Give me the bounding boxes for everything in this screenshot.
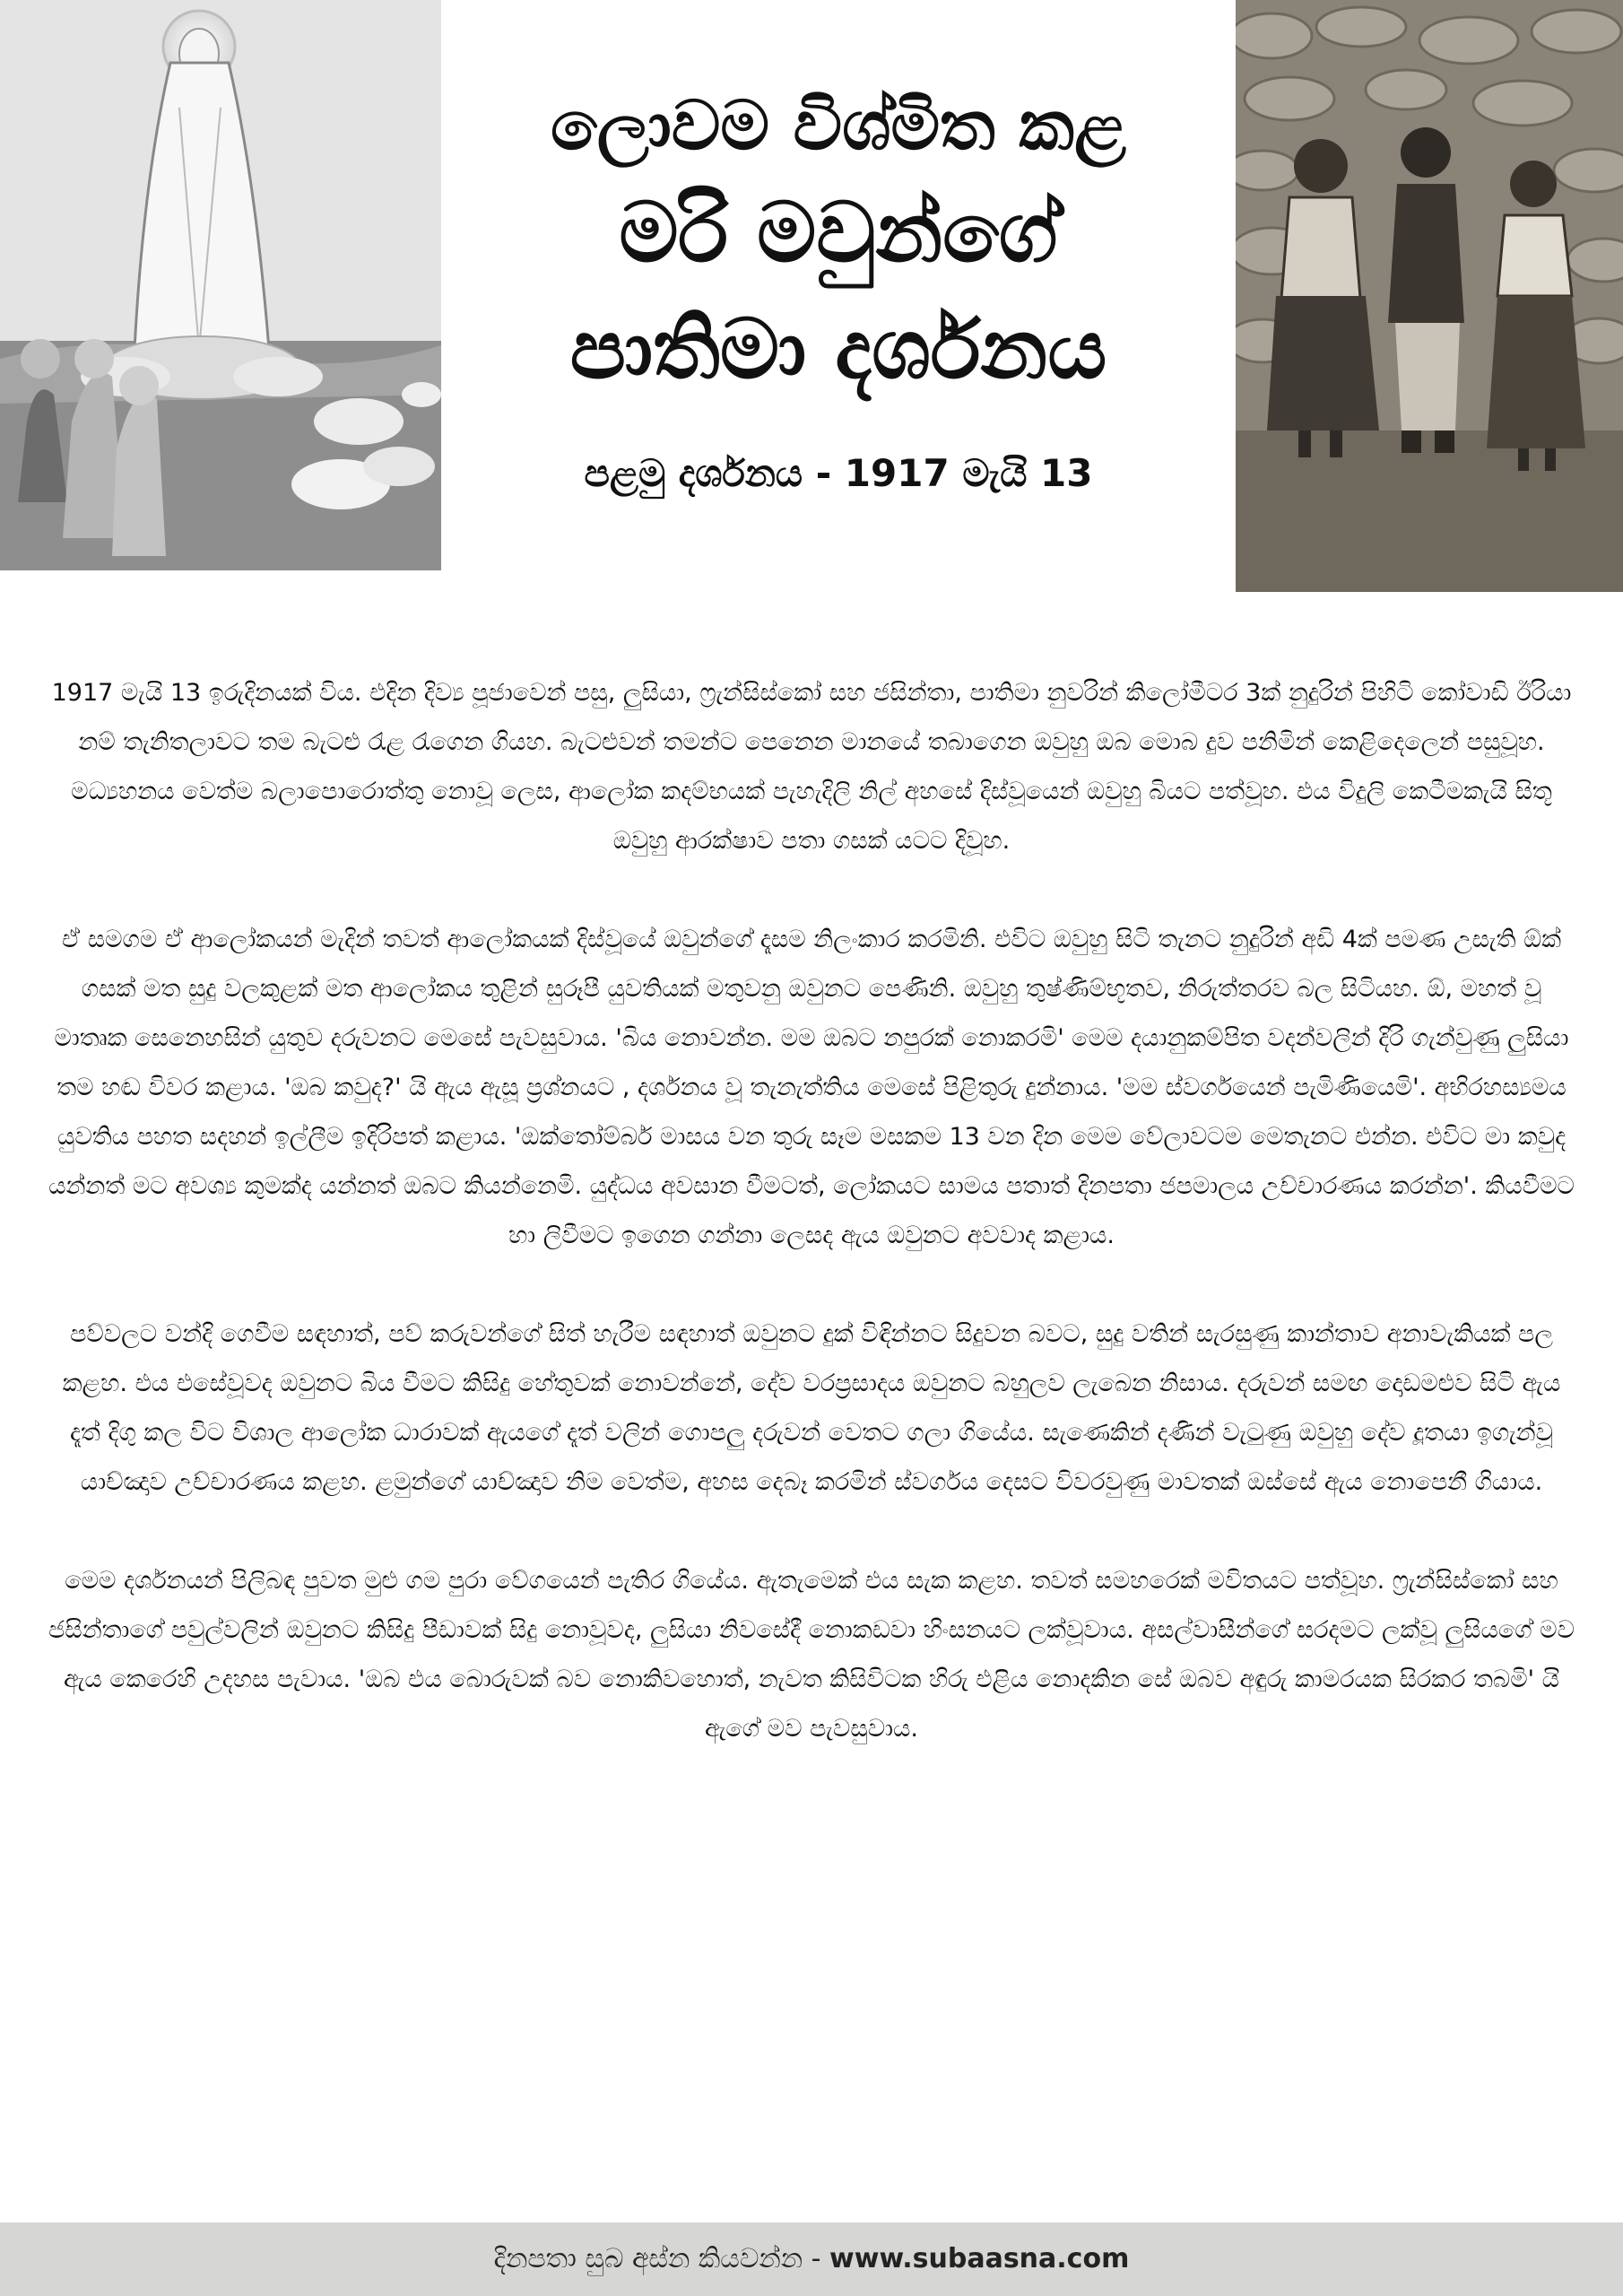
title-line-3: පාතිමා දර්ශනය [569, 301, 1107, 397]
title-line-2: මරි මවුන්ගේ [619, 185, 1058, 281]
page-header [448, 81, 1228, 499]
virgin-mary-apparition-drawing [0, 0, 441, 570]
footer-text: දිනපතා සුබ අස්න කියවන්න - [493, 2243, 830, 2274]
footer-url-link[interactable]: www.subaasna.com [829, 2243, 1130, 2274]
footer-bar [0, 2222, 1623, 2296]
virgin-mary-apparition-image [0, 0, 441, 570]
article-body [45, 668, 1578, 1803]
paragraph-1: 1917 මැයි 13 ඉරුදිනයක් විය. එදින දිව්‍ය පූජාවෙන් පසු, ලුසියා, ෆ්‍රැන්සිස්කෝ සහ ජසින්තා, පාතිමා නුවරින් කිලෝමීටර 3ක් නුදුරින් පිහිටි කෝවාඩි ඊරියා නම් තැනිතලාවට තම බැටළු රැළ රැගෙන ගියහ. බැටළුවන් තමන්ට පෙනෙන මානයේ තබාගෙන ඔවුහු ඔබ මොබ දුව පනිමින් කෙළිදෙලෙන් පසුවූහ. මධ්‍යහනය වෙත්ම බලාපොරොත්තු නොවූ ලෙස, ආලෝක කදම්භයක් පැහැදිලි නිල් අහසේ දිස්වූයෙන් ඔවුහු බියට පත්වූහ. එය විදුලි කෙටීමකැයි සිතූ ඔවුහු ආරක්ෂාව පතා ගසක් යටට දිවූහ. [51, 679, 1572, 855]
title-line-1: ලොවම විශ්මිත කළ [551, 85, 1126, 165]
shepherd-children-photo [1236, 0, 1623, 592]
paragraph-2: ඒ සමගම ඒ ආලෝකයන් මැදින් තවත් ආලෝකයක් දිස්වූයේ ඔවුන්ගේ දෑසම නිලංකාර කරමිනි. එවිට ඔවුහු සිටි තැනට නුදුරින් අඩි 4ක් පමණ උසැති ඕක් ගසක් මත සුදු වලකුළක් මත ආලෝකය තුළින් සුරූපී යුවතියක් මතුවනු ඔවුනට පෙණිනි. ඔවුහු තුෂ්ණිම්භූතව, නිරුත්තරව බල සිටියහ. ඕ, මහත් වූ මාතෘක සෙනෙහසින් යුතුව දරුවනට මෙසේ පැවසුවාය. 'බිය නොවන්න. මම ඔබට නපුරක් නොකරමි' මෙම දයානුකම්පිත වදන්වලින් දිරි ගැන්වුණු ලුසියා තම හඬ විවර කළාය. 'ඔබ කවුද?' යි ඇය ඇසූ ප්‍රශ්නයට , දර්ශනය වූ තැනැත්තිය මෙසේ පිළිතුරු දුන්නාය. 'මම ස්වර්ගයෙන් පැමිණියෙමි'. අභිරහස්‍යමය යුවතිය පහත සදහන් ඉල්ලීම ඉදිරිපත් කළාය. 'ඔක්තෝම්බර් මාසය වන තුරු සෑම මසකම 13 වන දින මෙම වේලාවටම මෙතැනට එන්න. එවිට මා කවුද යන්නත් මට අවශ්‍ය කුමක්ද යන්නත් ඔබට කියන්නෙමි. යුද්ධය අවසාන වීමටත්, ලෝකයට සාමය පතාත් දිනපතා ජපමාලය උච්චාරණය කරන්න'. කියවීමට හා ලිවීමට ඉගෙන ගන්නා ලෙසද ඇය ඔවුනට අවවාද කළාය. [48, 926, 1575, 1249]
shepherd-children-drawing [1236, 0, 1623, 592]
paragraph-3: පව්වලට වන්දි ගෙවීම සඳහාත්, පව් කරුවන්ගේ සිත් හැරීම සඳහාත් ඔවුනට දුක් විඳින්නට සිදුවන බවට, සුදු වතින් සැරසුණු කාන්තාව අනාවැකියක් පල කළහ. එය එසේවූවද ඔවුනට බිය වීමට කිසිදු හේතුවක් නොවන්නේ, දේව වරප්‍රසාදය ඔවුනට බහුලව ලැබෙන නිසාය. දරුවන් සමඟ දොඩමළුව සිටි ඇය දෑත් දිගු කල විට විශාල ආලෝක ධාරාවක් ඇයගේ දෑත් වලින් ගොපලු දරුවන් වෙතට ගලා ගියේය. සැණෙකින් දණින් වැටුණු ඔවුහු දේව දූතයා ඉගැන්වූ යාච්ඤාව උච්චාරණය කළහ. ළමුන්ගේ යාච්ඤාව නිම වෙත්ම, අහස දෙබෑ කරමින් ස්වර්ගය දෙසට විවරවුණු මාවතක් ඔස්සේ ඇය නොපෙනී ගියාය. [62, 1320, 1561, 1496]
paragraph-4: මෙම දර්ශනයන් පිලිබඳ පුවත මුළු ගම පුරා වේගයෙන් පැතිර ගියේය. ඇතැමෙක් එය සැක කළහ. තවත් සමහරෙක් මවිතයට පත්වූහ. ෆ්‍රැන්සිස්කෝ සහ ජසින්තාගේ පවුල්වලින් ඔවුනට කිසිදු පීඩාවක් සිදු නොවූවද, ලුසියා නිවසේදී නොකඩවා හිංසනයට ලක්වූවාය. අසල්වාසීන්ගේ සරදමට ලක්වූ ලුසියගේ මව ඇය කෙරෙහි උදහස පැවාය. 'ඔබ එය බොරුවක් බව නොකිවහොත්, නැවත කිසිවිටක හිරු එළිය නොදකින සේ ඔබව අඳුරු කාමරයක සිරකර තබමි' යි ඇගේ මව පැවසුවාය. [48, 1567, 1575, 1743]
subtitle: පළමු දර්ශනය - 1917 මැයි 13 [584, 451, 1093, 495]
